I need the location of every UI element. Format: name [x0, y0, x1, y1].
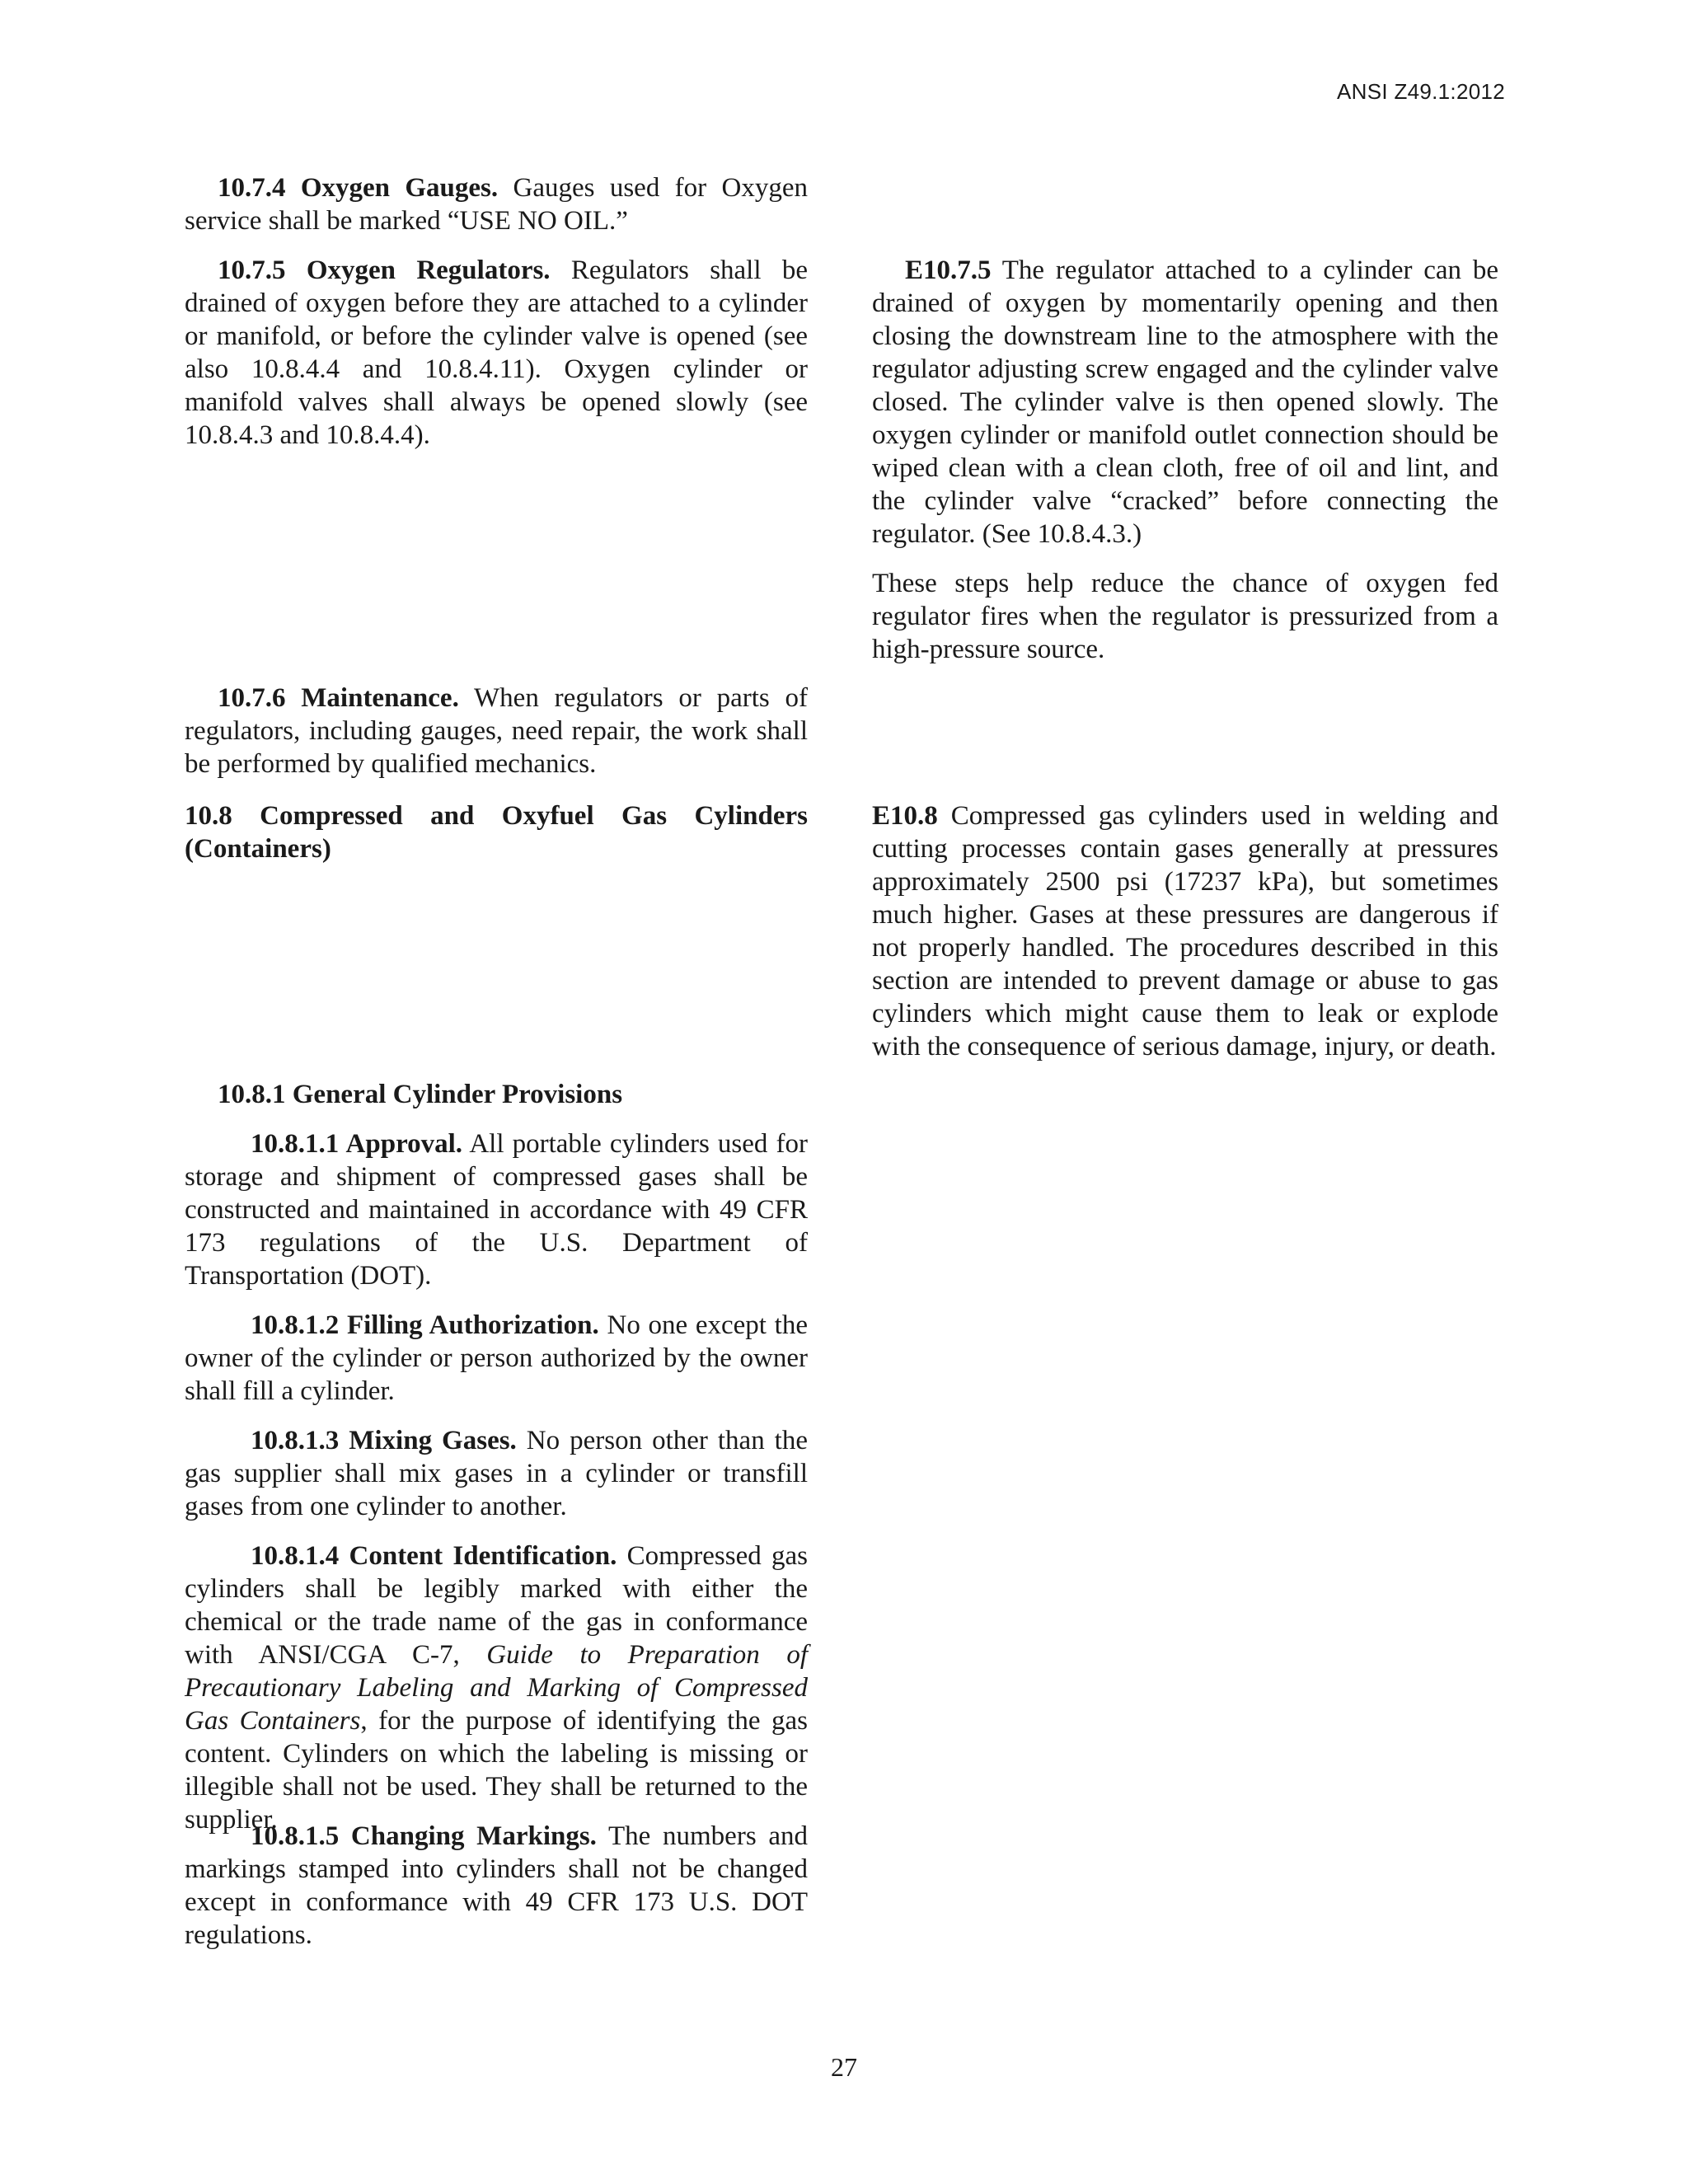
- section-body: Regulators shall be drained of oxygen before they are attached to a cylinder or manifold, or before the cylinder valve is opened (see also 10.8.4.4 and 10.8.4.11). Oxygen cylinder or manifold valves shall always be opened slowly (see 10.8.4.3 and 10.8.4.4).: [185, 255, 808, 450]
- explanation-e10-7-5: [872, 254, 1498, 551]
- section-10-8-1-3: [185, 1424, 808, 1523]
- section-10-7-6: [185, 682, 808, 780]
- section-body: All portable cylinders used for storage and shipment of compressed gases shall be constructed and maintained in accordance with 49 CFR 173 regulations of the U.S. Department of Transportation (DOT).: [185, 1129, 808, 1291]
- section-heading: 10.8.1.4 Content Identification.: [251, 1541, 617, 1571]
- section-heading: 10.8.1.5 Changing Markings.: [251, 1821, 597, 1851]
- section-10-8-heading: 10.8 Compressed and Oxyfuel Gas Cylinders (Containers): [185, 801, 808, 864]
- section-10-8-1-heading: 10.8.1 General Cylinder Provisions: [218, 1080, 623, 1109]
- page-number: 27: [831, 2052, 857, 2082]
- section-heading: 10.8.1.1 Approval.: [251, 1129, 463, 1159]
- section-10-8-1-1: [185, 1127, 808, 1292]
- section-10-7-4: [185, 171, 808, 237]
- explanation-e10-7-5-note: These steps help reduce the chance of oxygen fed regulator fires when the regulator is pressurized from a high-pressure source.: [872, 569, 1498, 664]
- publication-title: Guide to Preparation of Precautionary Labeling and Marking of Compressed Gas Containers: [185, 1640, 808, 1736]
- section-10-7-5: [185, 254, 808, 452]
- section-body: No one except the owner of the cylinder or person authorized by the owner shall fill a cylinder.: [185, 1310, 808, 1406]
- section-body: When regulators or parts of regulators, including gauges, need repair, the work shall be performed by qualified mechanics.: [185, 683, 808, 779]
- section-heading: 10.7.6 Maintenance.: [218, 683, 459, 713]
- section-body-cont: , for the purpose of identifying the gas content. Cylinders on which the labeling is missing or illegible shall not be used. They shall be returned to the supplier.: [185, 1706, 808, 1835]
- section-body: Gauges used for Oxygen service shall be marked “USE NO OIL.”: [185, 173, 808, 236]
- section-heading: 10.8.1.2 Filling Authorization.: [251, 1310, 599, 1340]
- explanation-body: The regulator attached to a cylinder can be drained of oxygen by momentarily opening and then closing the downstream line to the atmosphere with the regulator adjusting screw engaged and the cylinder valve closed. The cylinder valve is then opened slowly. The oxygen cylinder or manifold outlet connection should be wiped clean with a clean cloth, free of oil and lint, and the cylinder valve “cracked” before connecting the regulator. (See 10.8.4.3.): [872, 255, 1498, 549]
- section-body: Compressed gas cylinders shall be legibly marked with either the chemical or the trade name of the gas in conformance with ANSI/CGA C-7,: [185, 1541, 808, 1670]
- explanation-e10-8: [872, 799, 1498, 1063]
- section-heading: 10.7.5 Oxygen Regulators.: [218, 255, 551, 285]
- section-body: The numbers and markings stamped into cylinders shall not be changed except in conformance with 49 CFR 173 U.S. DOT regulations.: [185, 1821, 808, 1950]
- explanation-heading: E10.7.5: [905, 255, 992, 285]
- section-10-8-1-4: [185, 1540, 808, 1836]
- section-10-8-1-5: [185, 1820, 808, 1952]
- section-heading: 10.8.1.3 Mixing Gases.: [251, 1426, 517, 1455]
- section-body: No person other than the gas supplier shall mix gases in a cylinder or transfill gases from one cylinder to another.: [185, 1426, 808, 1521]
- explanation-heading: E10.8: [872, 801, 938, 831]
- section-10-8-1-2: [185, 1309, 808, 1408]
- section-heading: 10.7.4 Oxygen Gauges.: [218, 173, 499, 203]
- running-header: ANSI Z49.1:2012: [1337, 79, 1505, 104]
- explanation-body: Compressed gas cylinders used in welding and cutting processes contain gases generally at pressures approximately 2500 psi (17237 kPa), but sometimes much higher. Gases at these pressures are dangerous if not properly handled. The procedures described in this section are intended to prevent damage or abuse to gas cylinders which might cause them to leak or explode with the consequence of serious damage, injury, or death.: [872, 801, 1498, 1062]
